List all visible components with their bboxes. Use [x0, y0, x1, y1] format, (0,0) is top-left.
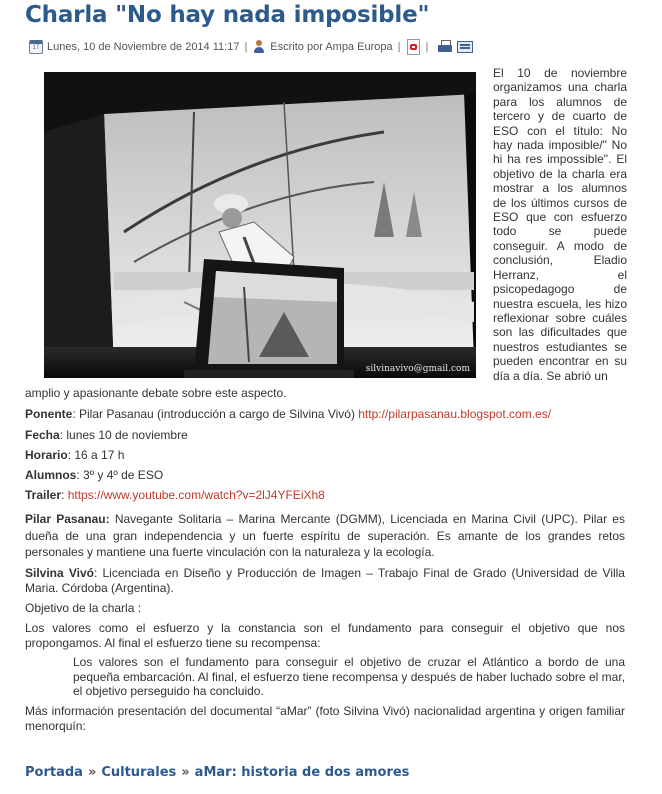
article-author: Escrito por Ampa Europa: [270, 41, 393, 53]
breadcrumb-current: aMar: historia de dos amores: [194, 765, 410, 780]
ponente-link[interactable]: http://pilarpasanau.blogspot.com.es/: [358, 407, 552, 421]
objective-text: Los valores como el esfuerzo y la constancia son el fundamento para conseguir el objetivo que nos propongamos. Al final el esfuerzo tiene su recompensa:: [25, 621, 625, 650]
pdf-icon[interactable]: [407, 39, 420, 55]
fecha-line: Fecha: lunes 10 de noviembre: [25, 428, 188, 442]
alumnos-line: Alumnos: 3º y 4º de ESO: [25, 468, 164, 482]
author-icon: [252, 40, 266, 54]
breadcrumb-separator: »: [87, 765, 97, 780]
breadcrumb: [25, 765, 409, 780]
article-meta: 17 Lunes, 10 de Noviembre de 2014 11:17 | Escrito por Ampa Europa | |: [29, 38, 473, 56]
print-icon[interactable]: [437, 40, 453, 54]
objective-quote: Los valores son el fundamento para conseguir el objetivo de cruzar el Atlántico a bordo de una pequeña embarcación. Al final, el esfuerzo tiene recompensa y después de haber luchado sobre el mar, el objetivo perseguido ha concluido.: [73, 655, 625, 699]
page-title: Charla "No hay nada imposible": [25, 2, 430, 28]
breadcrumb-culturales[interactable]: Culturales: [101, 765, 177, 780]
trailer-line: Trailer: https://www.youtube.com/watch?v=2lJ4YFEiXh8: [25, 488, 325, 502]
intro-text: El 10 de noviembre organizamos una charla para los alumnos de tercero y de cuarto de ESO con el título: No hay nada imposible/" No hi ha res impossible". El objetivo de la charla era mostrar a los alumnos de los últimos cursos de ESO que con esfuerzo todo se puede conseguir. A modo de conclusión, Eladio Herranz, el psicopedagogo de nuestra escuela, les hizo reflexionar sobre cuáles son las dificultades que nuestros estudiantes se pueden encontrar en su día a día. Se abrió un: [493, 66, 627, 383]
ponente-line: Ponente: Pilar Pasanau (introducción a cargo de Silvina Vivó) http://pilarpasanau.blogspot.com.es/: [25, 407, 552, 421]
email-icon[interactable]: [457, 41, 473, 53]
horario-line: Horario: 16 a 17 h: [25, 448, 125, 462]
article-date: Lunes, 10 de Noviembre de 2014 11:17: [47, 41, 240, 53]
article-photo: [44, 72, 476, 378]
bio-silvina: Silvina Vivó: Licenciada en Diseño y Producción de Imagen – Trabajo Final de Grado (Universidad de Villa Maria. Córdoba (Argentina).: [25, 566, 625, 595]
photo-watermark: silvinavivo@gmail.com: [365, 364, 470, 374]
breadcrumb-separator: »: [181, 765, 190, 780]
bio-pilar: Pilar Pasanau: Navegante Solitaria – Marina Mercante (DGMM), Licenciada en Marina Civil (UPC). Pilar es dueña de una gran independencia y un fuerte espíritu de superación. Es amante de los grandes retos personales y mantiene una fuerte vinculación con la naturaleza y la ecología.: [25, 512, 625, 559]
trailer-link[interactable]: https://www.youtube.com/watch?v=2lJ4YFEiXh8: [67, 488, 325, 502]
objective-heading: Objetivo de la charla :: [25, 601, 142, 615]
more-info: Más información presentación del documental “aMar” (foto Silvina Vivó) nacionalidad argentina y origen familiar menorquín:: [25, 704, 625, 733]
breadcrumb-portada[interactable]: Portada: [25, 765, 83, 780]
talk-photo-graphic: [44, 72, 476, 378]
calendar-icon: 17: [29, 40, 43, 54]
intro-continuation: amplio y apasionante debate sobre este aspecto.: [25, 386, 287, 400]
